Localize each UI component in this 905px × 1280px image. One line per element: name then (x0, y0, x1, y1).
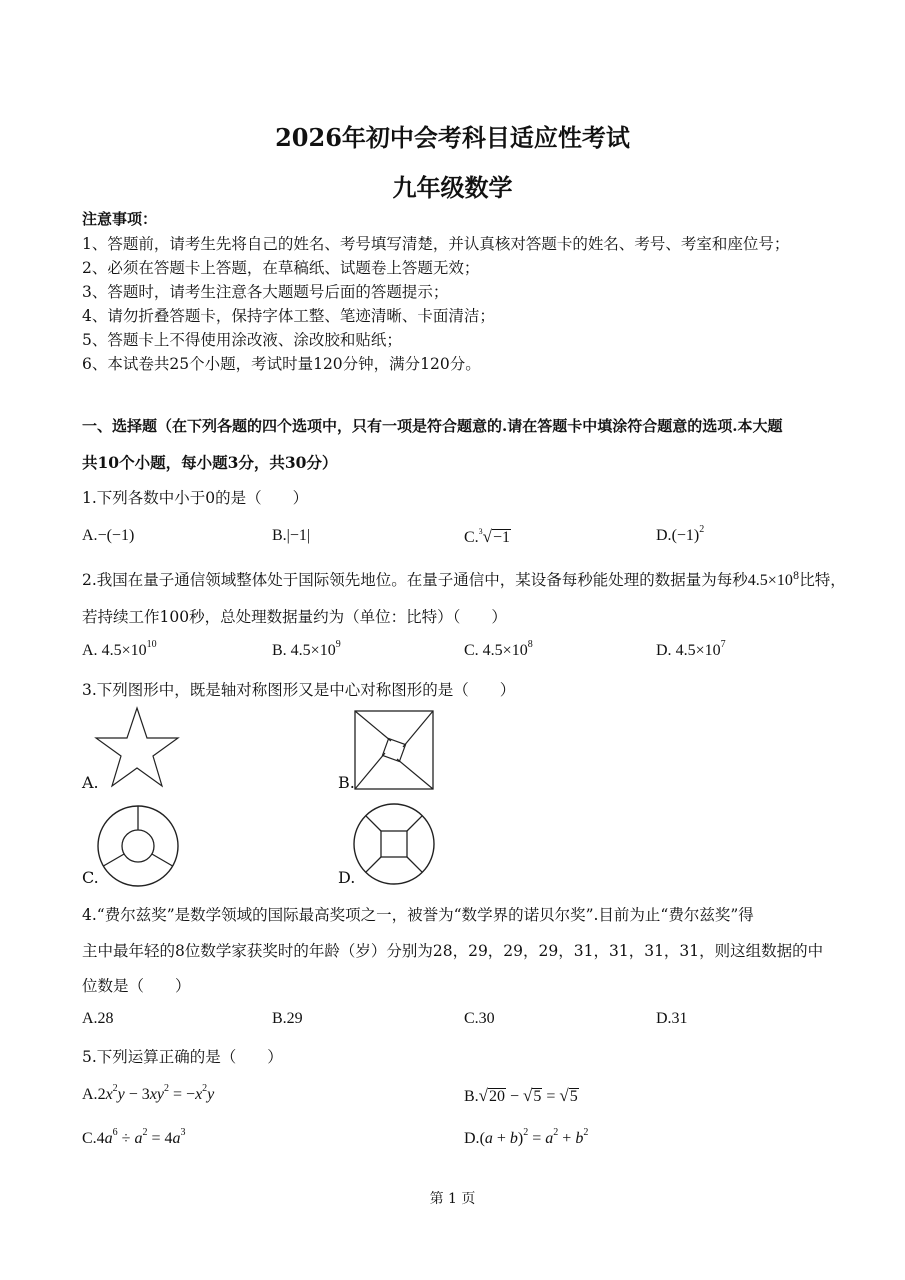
pinwheel-square-figure (354, 710, 434, 790)
note-item: 1、答题前，请考生先将自己的姓名、考号填写清楚，并认真核对答题卡的姓名、考号、考室和座位号； (82, 235, 790, 253)
question-2-stem-line2: 若持续工作100秒，总处理数据量约为（单位：比特）（ ） (82, 608, 507, 626)
star-figure (94, 706, 180, 788)
question-3-stem: 3.下列图形中，既是轴对称图形又是中心对称图形的是（ ） (82, 681, 516, 699)
q1-option-b: B.|−1| (272, 527, 311, 544)
question-4-stem-line2: 主中最年轻的8位数学家获奖时的年龄（岁）分别为28，29，29，29，31，31，31，31，则这组数据的中 (82, 942, 824, 960)
q1-option-c: C.$^3$√−1 (464, 526, 511, 546)
q4-option-c: C.30 (464, 1010, 495, 1027)
q3-label-d: D. (338, 868, 356, 887)
q2-option-b: B. $4.5\times 10^9$ (272, 638, 341, 659)
q2-option-d: D. $4.5\times 10^7$ (656, 638, 726, 659)
question-4-stem-line1: 4.“费尔兹奖”是数学领域的国际最高奖项之一，被誉为“数学界的诺贝尔奖”.目前为止“费尔兹奖”得 (82, 906, 754, 924)
section-heading: 一、选择题（在下列各题的四个选项中，只有一项是符合题意的.请在答题卡中填涂符合题意的选项.本大题 (82, 417, 783, 435)
q3-label-b: B. (338, 773, 355, 792)
question-4-stem-line3: 位数是（ ） (82, 977, 191, 995)
circle-square-figure (352, 802, 436, 886)
q5-option-a: $A.2x^2y - 3xy^2 = -x^2y$ (82, 1082, 215, 1103)
section-heading-cont: 共10个小题，每小题3分，共30分） (82, 453, 338, 472)
page-number: 第 1 页 (429, 1191, 476, 1207)
q1-option-a: A.−(−1) (82, 527, 135, 544)
note-item: 2、必须在答题卡上答题，在草稿纸、试题卷上答题无效； (82, 259, 480, 277)
q3-label-c: C. (82, 868, 99, 887)
q2-option-c: C. $4.5\times 10^8$ (464, 638, 533, 659)
q5-option-b: B.√20 − √5 = √5 (464, 1086, 578, 1105)
q5-option-d: $D.(a + b)^2 = a^2 + b^2$ (464, 1126, 589, 1147)
q4-option-d: D.31 (656, 1010, 688, 1027)
q1-option-d: $D.(-1)^2$ (656, 523, 705, 544)
note-item: 3、答题时，请考生注意各大题题号后面的答题提示； (82, 283, 449, 301)
q4-option-b: B.29 (272, 1010, 303, 1027)
question-2-stem-line1: 2.我国在量子通信领域整体处于国际领先地位。在量子通信中，某设备每秒能处理的数据量为每秒$4.5\times 10^8$比特， (82, 570, 846, 589)
notes-heading: 注意事项： (82, 210, 158, 228)
exam-title: 2026年初中会考科目适应性考试 (275, 123, 630, 152)
ring-three-sector-figure (96, 804, 180, 888)
note-item: 6、本试卷共25个小题，考试时量120分钟，满分120分。 (82, 355, 481, 373)
question-5-stem: 5.下列运算正确的是（ ） (82, 1048, 283, 1066)
question-1-stem: 1.下列各数中小于0的是（ ） (82, 489, 309, 507)
q2-option-a: A. $4.5\times 10^{10}$ (82, 638, 157, 659)
exam-subtitle: 九年级数学 (392, 173, 513, 202)
q3-label-a: A. (82, 773, 99, 792)
note-item: 4、请勿折叠答题卡，保持字体工整、笔迹清晰、卡面清洁； (82, 307, 495, 325)
q4-option-a: A.28 (82, 1010, 114, 1027)
q5-option-c: $C.4a^6 \div a^2 = 4a^3$ (82, 1126, 186, 1147)
note-item: 5、答题卡上不得使用涂改液、涂改胶和贴纸； (82, 331, 402, 349)
